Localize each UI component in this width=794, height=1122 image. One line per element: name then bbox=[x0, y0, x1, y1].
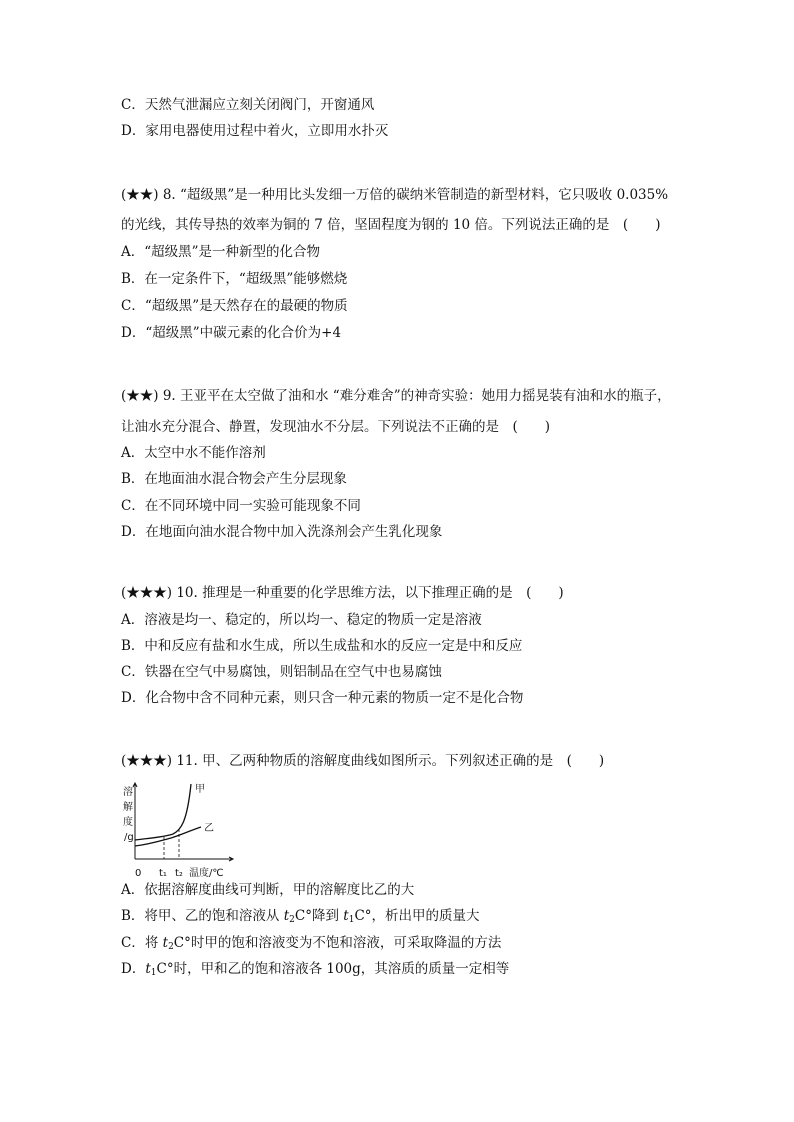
q11-option-b-t2: t bbox=[283, 908, 290, 924]
q8-option-c: C．“超级黑”是天然存在的最硬的物质 bbox=[121, 298, 348, 314]
q11-option-b-post: C°，析出甲的质量大 bbox=[354, 908, 480, 924]
curve-jia bbox=[135, 784, 191, 840]
q10-option-a: A．溶液是均一、稳定的，所以均一、稳定的物质一定是溶液 bbox=[121, 612, 482, 628]
q11-option-c-pre: C．将 bbox=[121, 935, 163, 951]
q11-option-b-mid: C°降到 bbox=[294, 908, 344, 924]
curve-yi bbox=[135, 827, 201, 846]
q9-stem-line1: (★★) 9. 王亚平在太空做了油和水 “难分难舍”的神奇实验：她用力摇晃装有油和水的瓶子， bbox=[121, 388, 671, 404]
q11-option-a: A．依据溶解度曲线可判断，甲的溶解度比乙的大 bbox=[121, 882, 415, 898]
q11-stem: (★★★) 11. 甲、乙两种物质的溶解度曲线如图所示。下列叙述正确的是 ( ) bbox=[121, 753, 605, 769]
graph-ylabel-2: 解 bbox=[123, 802, 133, 813]
q11-option-c-post: C°时甲的饱和溶液变为不饱和溶液，可采取降温的方法 bbox=[173, 935, 502, 951]
graph-t1-label: t₁ bbox=[159, 868, 167, 879]
q10-option-b: B．中和反应有盐和水生成，所以生成盐和水的反应一定是中和反应 bbox=[121, 638, 523, 654]
q8-stem-line1: (★★) 8. “超级黑”是一种用比头发细一万倍的碳纳米管制造的新型材料，它只吸收 0.035% bbox=[121, 187, 669, 203]
curve-jia-label: 甲 bbox=[195, 784, 205, 795]
q11-option-b-pre: B．将甲、乙的饱和溶液从 bbox=[121, 908, 284, 924]
q11-option-d-pre: D． bbox=[121, 961, 146, 977]
q9-option-d: D．在地面向油水混合物中加入洗涤剂会产生乳化现象 bbox=[121, 524, 443, 540]
q9-stem-line2: 让油水充分混合、静置，发现油水不分层。下列说法不正确的是 ( ) bbox=[121, 419, 551, 435]
q10-option-d: D．化合物中含不同种元素，则只含一种元素的物质一定不是化合物 bbox=[121, 690, 524, 706]
q11-option-d bbox=[121, 960, 509, 982]
q11-option-d-sub: 1 bbox=[150, 968, 157, 978]
q8-option-d: D．“超级黑”中碳元素的化合价为+4 bbox=[121, 325, 342, 341]
graph-ylabel-4: /g bbox=[124, 832, 134, 843]
q9-option-c: C．在不同环境中同一实验可能现象不同 bbox=[121, 498, 361, 514]
q11-option-c-t: t bbox=[162, 935, 169, 951]
q11-option-b-sub2: 2 bbox=[289, 915, 295, 925]
solubility-curve-figure bbox=[121, 782, 241, 882]
q10-stem: (★★★) 10. 推理是一种重要的化学思维方法，以下推理正确的是 ( ) bbox=[121, 585, 564, 601]
graph-ylabel-3: 度 bbox=[123, 817, 133, 828]
prev-option-c: C．天然气泄漏应立刻关闭阀门，开窗通风 bbox=[121, 97, 375, 113]
q11-option-c bbox=[121, 934, 501, 956]
q8-option-b: B．在一定条件下，“超级黑”能够燃烧 bbox=[121, 271, 348, 287]
graph-t2-label: t₂ bbox=[175, 868, 183, 879]
q9-option-a: A．太空中水不能作溶剂 bbox=[121, 445, 266, 461]
q11-option-c-sub: 2 bbox=[168, 942, 174, 952]
curve-yi-label: 乙 bbox=[204, 823, 214, 834]
q8-stem-line2: 的光线，其传导热的效率为铜的 7 倍，坚固程度为钢的 10 倍。下列说法正确的是 ( ) bbox=[121, 217, 661, 233]
q11-option-d-t: t bbox=[145, 961, 151, 977]
graph-origin-label: 0 bbox=[135, 868, 142, 879]
graph-ylabel-1: 溶 bbox=[123, 787, 133, 798]
graph-xlabel: 温度/℃ bbox=[189, 868, 224, 879]
q10-option-c: C．铁器在空气中易腐蚀，则铝制品在空气中也易腐蚀 bbox=[121, 664, 442, 680]
prev-option-d: D．家用电器使用过程中着火，立即用水扑灭 bbox=[121, 123, 389, 139]
q11-option-b-t1: t bbox=[343, 908, 349, 924]
q8-option-a: A．“超级黑”是一种新型的化合物 bbox=[121, 244, 321, 260]
q11-option-b-sub1: 1 bbox=[348, 915, 355, 925]
q11-option-b bbox=[121, 907, 480, 929]
q9-option-b: B．在地面油水混合物会产生分层现象 bbox=[121, 471, 347, 487]
q11-option-d-post: C°时，甲和乙的饱和溶液各 100g，其溶质的质量一定相等 bbox=[156, 961, 510, 977]
